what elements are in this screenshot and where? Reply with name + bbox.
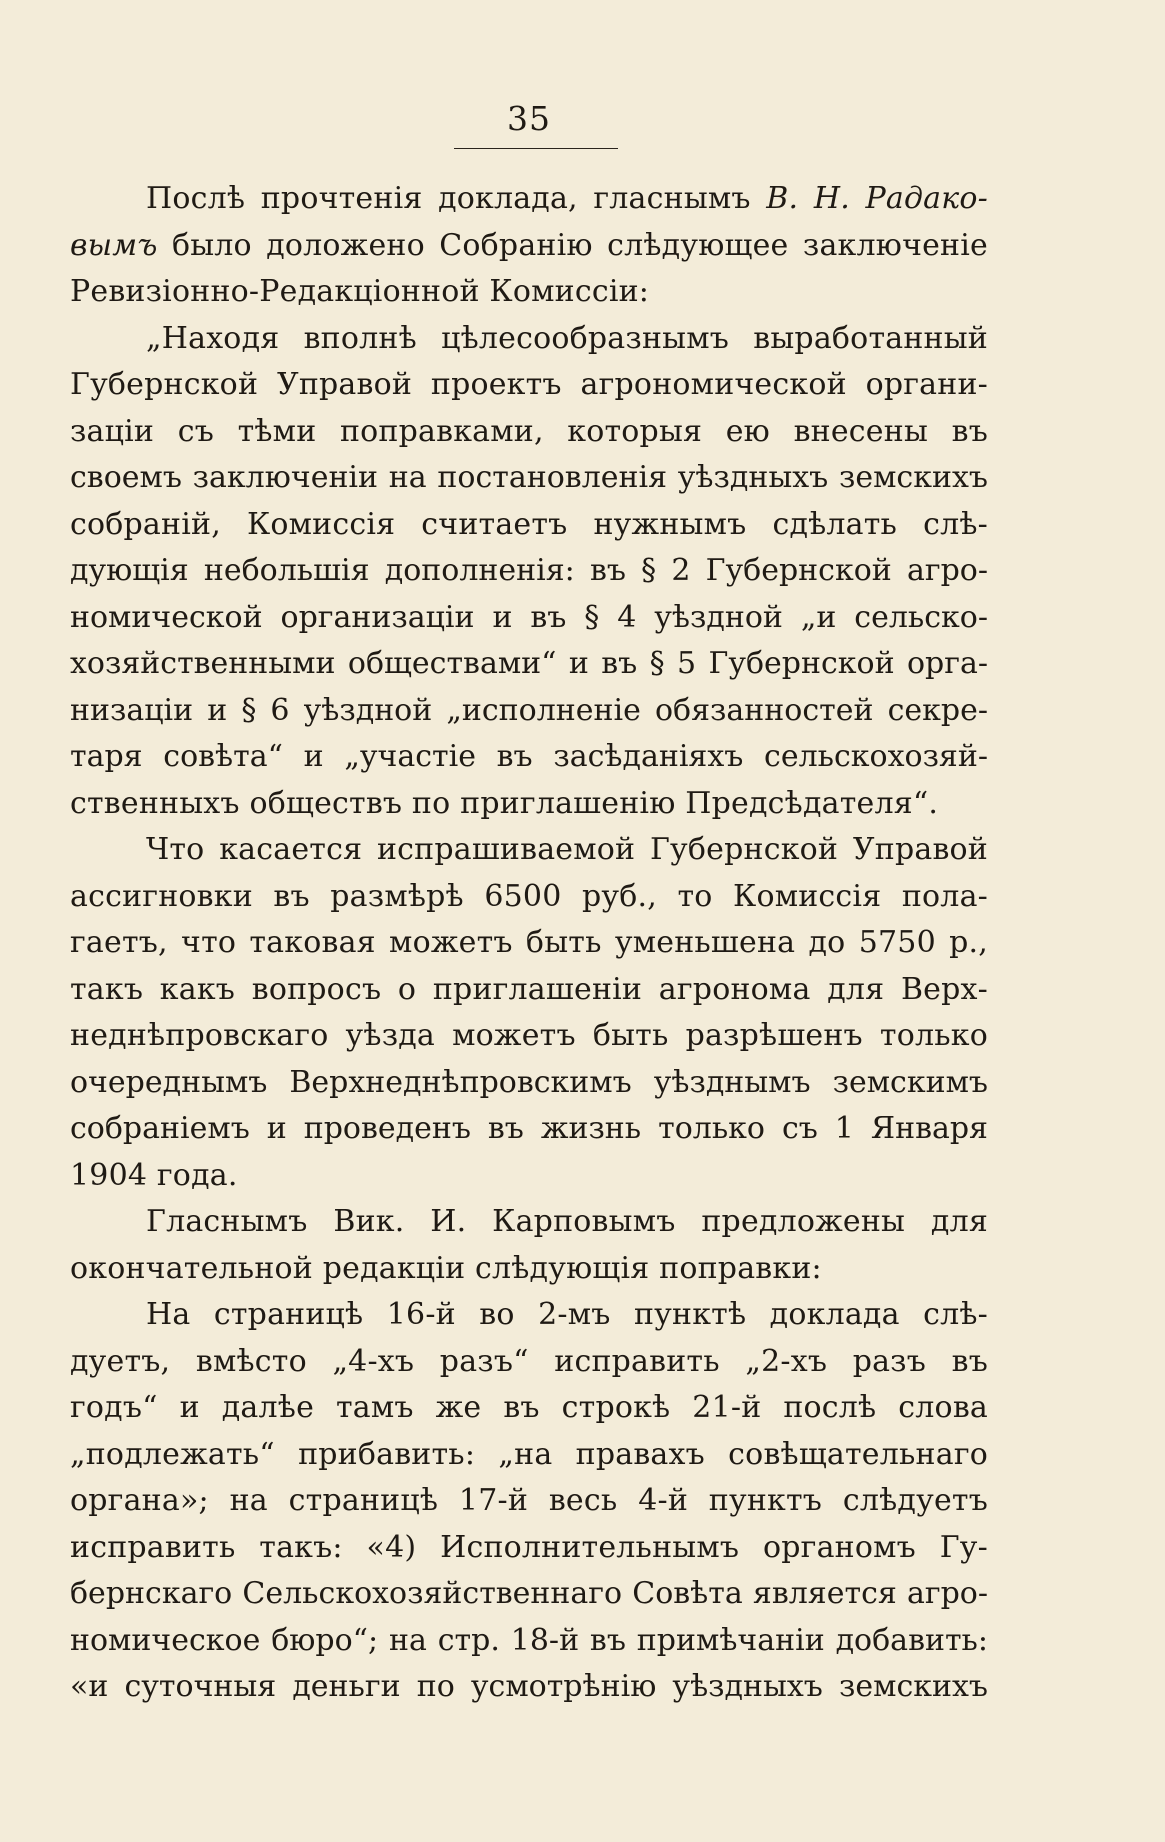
text-line: Ревизіонно-Редакціонной Комиссіи: [70, 274, 650, 309]
text-line: дуетъ, вмѣсто „4-хъ разъ“ исправить „2-хъ разъ въ [70, 1343, 988, 1379]
name-italic: В. Н. Радако- [766, 181, 988, 216]
text-line: такъ какъ вопросъ о приглашеніи агронома для Верх- [70, 971, 988, 1007]
text-line: бернскаго Сельскохозяйственнаго Совѣта является агро- [70, 1576, 988, 1611]
text-line: ассигновки въ размѣрѣ 6500 руб., то Комиссія пола- [70, 878, 988, 914]
text-line: номическое бюро“; на стр. 18-й въ примѣчаніи добавить: [70, 1622, 988, 1658]
page [70, 92, 988, 1792]
text-line: гаетъ, что таковая можетъ быть уменьшена до 5750 р., [70, 925, 988, 960]
text-line [70, 223, 988, 270]
text-line: хозяйственными обществами“ и въ § 5 Губернской орга- [70, 646, 988, 681]
text-line: 1904 года. [70, 1157, 238, 1193]
text-line: номической организаціи и въ § 4 уѣздной „и сельско- [70, 599, 988, 635]
body-text [70, 176, 988, 1711]
text-line [70, 176, 988, 223]
name-italic: вымъ [70, 227, 158, 263]
text-line: собраній, Комиссія считаетъ нужнымъ сдѣлать слѣ- [70, 506, 988, 542]
text-line: низаціи и § 6 уѣздной „исполненіе обязанностей секре- [70, 692, 988, 728]
text-line: заціи съ тѣми поправками, которыя ею внесены въ [70, 413, 988, 449]
text-line: На страницѣ 16-й во 2-мъ пунктѣ доклада слѣ- [146, 1297, 988, 1332]
text-line: исправить такъ: «4) Исполнительнымъ органомъ Гу- [70, 1529, 988, 1565]
text-line: своемъ заключеніи на постановленія уѣздныхъ земскихъ [70, 460, 988, 495]
text-line: собраніемъ и проведенъ въ жизнь только съ 1 Января [70, 1111, 988, 1146]
text-line: ственныхъ обществъ по приглашенію Предсѣдателя“. [70, 785, 939, 821]
text-line: Гласнымъ Вик. И. Карповымъ предложены для [146, 1204, 988, 1239]
page-number: 35 [507, 99, 551, 138]
text-line: „Находя вполнѣ цѣлесообразнымъ выработанный [146, 320, 988, 356]
text-line: очереднымъ Верхнеднѣпровскимъ уѣзднымъ земскимъ [70, 1064, 988, 1100]
text-line: „подлежать“ прибавить: „на правахъ совѣщательнаго [70, 1436, 988, 1472]
text-span: было доложено Собранію слѣдующее заключеніе [157, 227, 988, 263]
text-line: неднѣпровскаго уѣзда можетъ быть разрѣшенъ только [70, 1018, 988, 1053]
text-span: Послѣ прочтенія доклада, гласнымъ [146, 181, 767, 216]
text-line: Что касается испрашиваемой Губернской Управой [146, 832, 988, 867]
text-line: дующія небольшія дополненія: въ § 2 Губернской агро- [70, 553, 988, 588]
text-line: Губернской Управой проектъ агрономической органи- [70, 367, 988, 402]
text-line: «и суточныя деньги по усмотрѣнію уѣздныхъ земскихъ [70, 1669, 988, 1704]
text-line: годъ“ и далѣе тамъ же въ строкѣ 21-й послѣ слова [70, 1390, 988, 1425]
text-line: таря совѣта“ и „участіе въ засѣданіяхъ сельскохозяй- [70, 739, 988, 774]
text-line: органа»; на страницѣ 17-й весь 4-й пунктъ слѣдуетъ [70, 1483, 988, 1518]
header-rule [454, 148, 618, 149]
text-line: окончательной редакціи слѣдующія поправки: [70, 1250, 822, 1286]
